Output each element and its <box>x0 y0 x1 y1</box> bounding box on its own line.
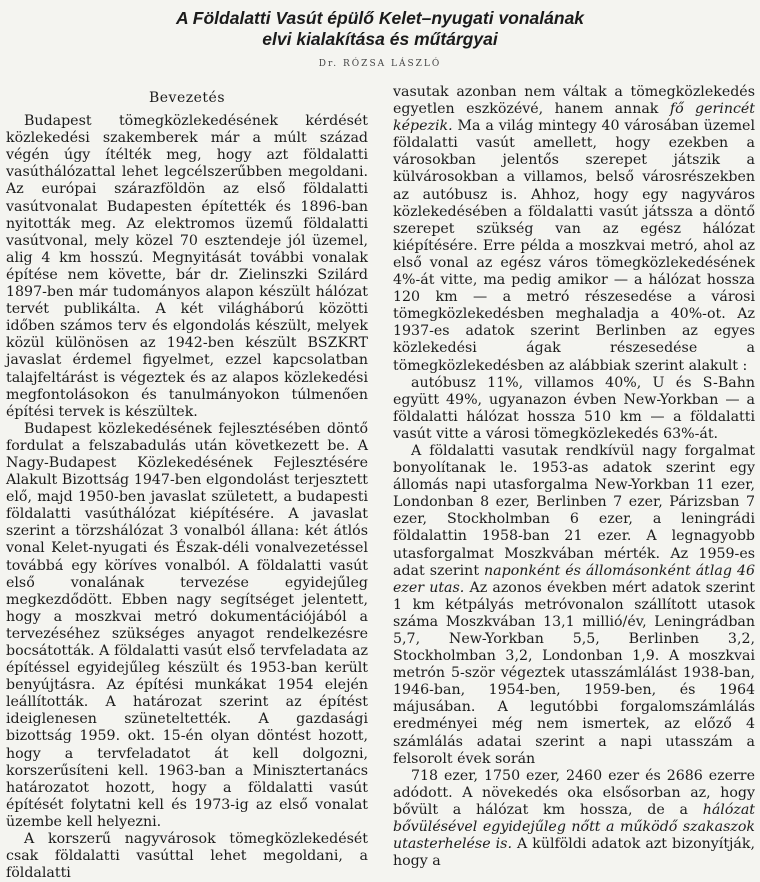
paragraph: autóbusz 11%, villamos 40%, U és S-Bahn együtt 49%, ugyanazon évben New-Yorkban — a földalatti hálózat hossza 510 km — a földalatti vasút vitte a városi tömegközlekedés 63%-át. <box>393 374 755 442</box>
right-column <box>393 84 755 870</box>
text-run: A külföldi adatok azt bizonyítják, hogy a <box>393 836 755 870</box>
text-run: Az azonos években mért adatok szerint 1 km kétpályás metróvonalon szállított utasok száma Moszkvában 13,1 millió/év, Leningrádban 5,7, New-Yorkban 5,5, Berlinben 3,2, Stockholmban 3,2, Londonban 1,9. A moszkvai metrón 5-ször végeztek utasszámlálást 1938-ban, 1946-ban, 1954-ben, 1959-ben, és 1964 májusában. A legutóbbi forgalomszámlálás eredményei még nem ismertek, az előző 4 számlálás adatai szerint a napi utasszám a felsorolt évek során <box>393 579 755 767</box>
title-line-2: elvi kialakítása és műtárgyai <box>262 29 498 49</box>
text-run: vasutak azonban nem váltak a tömegközlekedés egyetlen eszközévé, hanem annak <box>393 84 755 118</box>
paragraph <box>393 768 755 871</box>
title-line-1: A Földalatti Vasút épülő Kelet–nyugati vonalának <box>175 8 585 28</box>
article-title <box>0 8 760 50</box>
paragraph: Budapest tömegközlekedésének kérdését közlekedési szakemberek már a múlt század végén úgy ítélték meg, hogy azt földalatti vasúthálózattal lehet legcélszerűbben megoldani. Az európai szárazföldön az első földalatti vasútvonalat Budapesten építették és 1896-ban nyitották meg. Az elektromos üzemű földalatti vasútvonal, mely közel 70 esztendeje jól üzemel, alig 4 km hosszú. Megnyitását további vonalak építése nem követte, bár dr. Zielinszki Szilárd 1897-ben már tudományos alapon készült hálózat tervét publikálta. A két világháború közötti időben számos terv és elgondolás készült, melyek közül különösen az 1942-ben készült BSZKRT javaslat érdemel figyelmet, ezzel kapcsolatban talajfeltárást is végeztek és az alapos közlekedési megfontolásokon és tanulmányokon túlmenően építési tervek is készültek. <box>6 113 368 420</box>
paragraph: A korszerű nagyvárosok tömegközlekedését csak földalatti vasúttal lehet megoldani, a földalatti <box>6 831 368 882</box>
paragraph <box>393 84 755 375</box>
text-run: A földalatti vasutak rendkívül nagy forgalmat bonyolítanak le. 1953-as adatok szerint egy állomás napi utasforgalma New-Yorkban 11 ezer, Londonban 8 ezer, Berlinben 7 ezer, Párizsban 7 ezer, Stockholmban 6 ezer, a leningrádi földalattin 1958-ban 21 ezer. A legnagyobb utasforgalmat Moszkvában mérték. Az 1959-es adat szerint <box>393 442 755 579</box>
left-column <box>6 84 368 882</box>
emphasis: fő gerincét képezik. <box>393 101 756 135</box>
text-run: 718 ezer, 1750 ezer, 2460 ezer és 2686 ezerre adódott. A növekedés oka elsősorban az, hogy bővült a hálózat km hossza, de a <box>393 767 755 818</box>
author-name: Dr. RÓZSA LÁSZLÓ <box>318 59 442 69</box>
paragraph <box>393 443 755 768</box>
emphasis: hálózat bővülésével egyidejűleg nőtt a működő szakaszok utasterhelése is. <box>393 801 755 853</box>
emphasis: naponként és állomásonként átlag 46 ezer utas. <box>393 562 755 596</box>
paragraph: Budapest közlekedésének fejlesztésében döntő fordulat a felszabadulás után következett be. A Nagy-Budapest Közlekedésének Fejlesztésére Alakult Bizottság 1947-ben elgondolást terjesztett elő, majd 1950-ben javaslat született, a budapesti földalatti vasúthálózat kiépítésére. A javaslat szerint a törzshálózat 3 vonalból állana: két átlós vonal Kelet-nyugati és Észak-déli vonalvezetéssel továbbá egy köríves vonalból. A földalatti vasút első vonalának tervezése egyidejűleg megkezdődött. Ebben nagy segítséget jelentett, hogy a moszkvai metró dokumentációjából a tervezéséhez szükséges anyagot rendelkezésre bocsátották. A földalatti vasút első tervfeladata az építéssel egyidejűleg készült és 1953-ban került benyújtásra. Az építési munkákat 1954 elején leállították. A határozat szerint az építést ideiglenesen szüneteltették. A gazdasági bizottság 1959. okt. 15-én olyan döntést hozott, hogy a tervfeladatot át kell dolgozni, korszerűsíteni kell. 1963-ban a Minisztertanács határozatot hozott, hogy a földalatti vasút építését folytatni kell és 1973-ig az első vonalat üzembe kell helyezni. <box>6 420 368 830</box>
text-run: Ma a világ mintegy 40 városában üzemel földalatti vasút amellett, hogy ezekben a városokban jelentős szerepet játszik a külvárosokban a villamos, belső városrészekben az autóbusz is. Ahhoz, hogy egy nagyváros közlekedésében a földalatti vasút játssza a döntő szerepet szükség van az egész hálózat kiépítésére. Erre példa a moszkvai metró, ahol az első vonal az egész város tömegközlekedésének 4%-át vitte, ma pedig amikor — a hálózat hossza 120 km — a metró részesedése a városi tömegközlekedésben meghaladja a 40%-ot. Az 1937-es adatok szerint Berlinben az egyes közlekedési ágak részesedése a tömegközlekedésben az alábbiak szerint alakult : <box>393 118 755 374</box>
section-heading: Bevezetés <box>148 90 226 106</box>
